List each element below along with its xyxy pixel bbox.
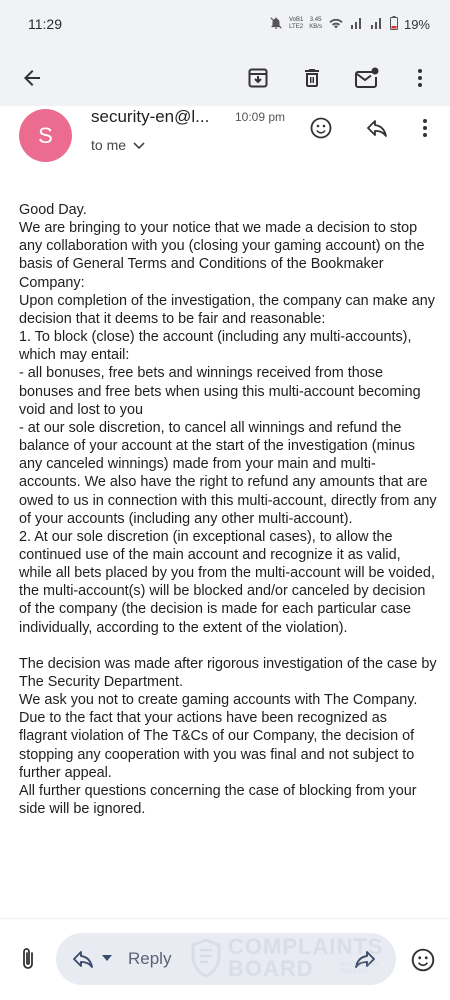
recipient-label: to me — [91, 137, 127, 153]
signal-icon-2 — [370, 16, 384, 33]
reply-arrow-icon — [70, 946, 96, 972]
battery-percent: 19% — [403, 16, 430, 32]
wifi-icon — [328, 16, 344, 33]
email-paragraph-1: Good Day. We are bringing to your notice that we made a decision to stop any collaboration with you (closing your gaming account) on the basis of General Terms and Conditions of the Bookmaker Company: Upon completion of the investigation, the company can make any decision that it deems to be fair and reasonable: 1. To block (close) the account (including any multi-accounts), which may entail: - all bonuses, free bets and winnings received from those bonuses and free bets when using this multi-account becoming void and lost to you - at our sole discretion, to cancel all winnings and refund the balance of your account at the start of the investigation (minus any canceled winnings) made from your main and multi-accounts. We also have the right to refund any amounts that are owed to us in connection with this multi-account, directly from any of your accounts (including any other multi-account). 2. At our sole discretion (in exceptional cases), to allow the continued use of the main account and recognize it as valid, while all bets placed by you from the multi-account will be voided, the multi-account(s) will be blocked and/or canceled by decision of the company (the decision is made for each particular case individually, according to the extent of the violation). — [19, 202, 437, 636]
forward-icon[interactable] — [352, 946, 378, 972]
emoji-react-icon[interactable] — [408, 945, 438, 975]
mute-icon — [269, 16, 283, 33]
status-time: 11:29 — [28, 16, 62, 32]
avatar[interactable] — [19, 109, 72, 162]
email-paragraph-2: The decision was made after rigorous investigation of the case by The Security Department. We ask you not to create gaming accounts with The Company. Due to the fact that your actions have been recognized as flagrant violation of The T&Cs of our Company, the decision of stopping any cooperation with you was final and not subject to further appeal. All further questions concerning the case of blocking from your side will be ignored. — [19, 655, 437, 817]
app-bar — [0, 50, 450, 106]
recipient-toggle[interactable] — [91, 137, 145, 153]
reply-icon[interactable] — [363, 114, 391, 142]
mark-unread-icon[interactable] — [351, 62, 383, 94]
more-vert-icon[interactable] — [404, 62, 436, 94]
status-icons — [269, 13, 430, 35]
chevron-down-icon — [133, 137, 145, 153]
signal-icon-1 — [350, 16, 364, 33]
network-label: VoB1 LTE2 — [288, 17, 304, 30]
network-speed: 3.45 KB/s — [309, 17, 322, 30]
sender-name[interactable]: security-en@l... — [91, 107, 210, 126]
archive-icon[interactable] — [242, 62, 274, 94]
back-arrow-icon[interactable] — [16, 62, 48, 94]
watermark-line-1: COMPLAINTS — [228, 934, 384, 959]
status-bar — [0, 0, 450, 50]
reply-button[interactable] — [56, 933, 396, 985]
more-vert-icon[interactable] — [411, 114, 439, 142]
attachment-icon[interactable] — [14, 945, 42, 973]
email-body — [19, 201, 437, 818]
battery-icon — [390, 16, 398, 33]
avatar-letter: S — [38, 122, 53, 148]
sender-header — [0, 106, 450, 168]
sender-time: 10:09 pm — [235, 110, 286, 124]
watermark-line-2: BOARD — [228, 956, 314, 981]
paragraph-spacer — [19, 637, 437, 655]
delete-icon[interactable] — [296, 62, 328, 94]
bottom-bar — [0, 918, 450, 1000]
reply-label: Reply — [128, 949, 172, 968]
emoji-react-icon[interactable] — [307, 114, 335, 142]
reply-options-caret-icon[interactable] — [102, 955, 112, 961]
watermark-tagline: RESOLVE ANY PROBLEM — [338, 962, 380, 975]
